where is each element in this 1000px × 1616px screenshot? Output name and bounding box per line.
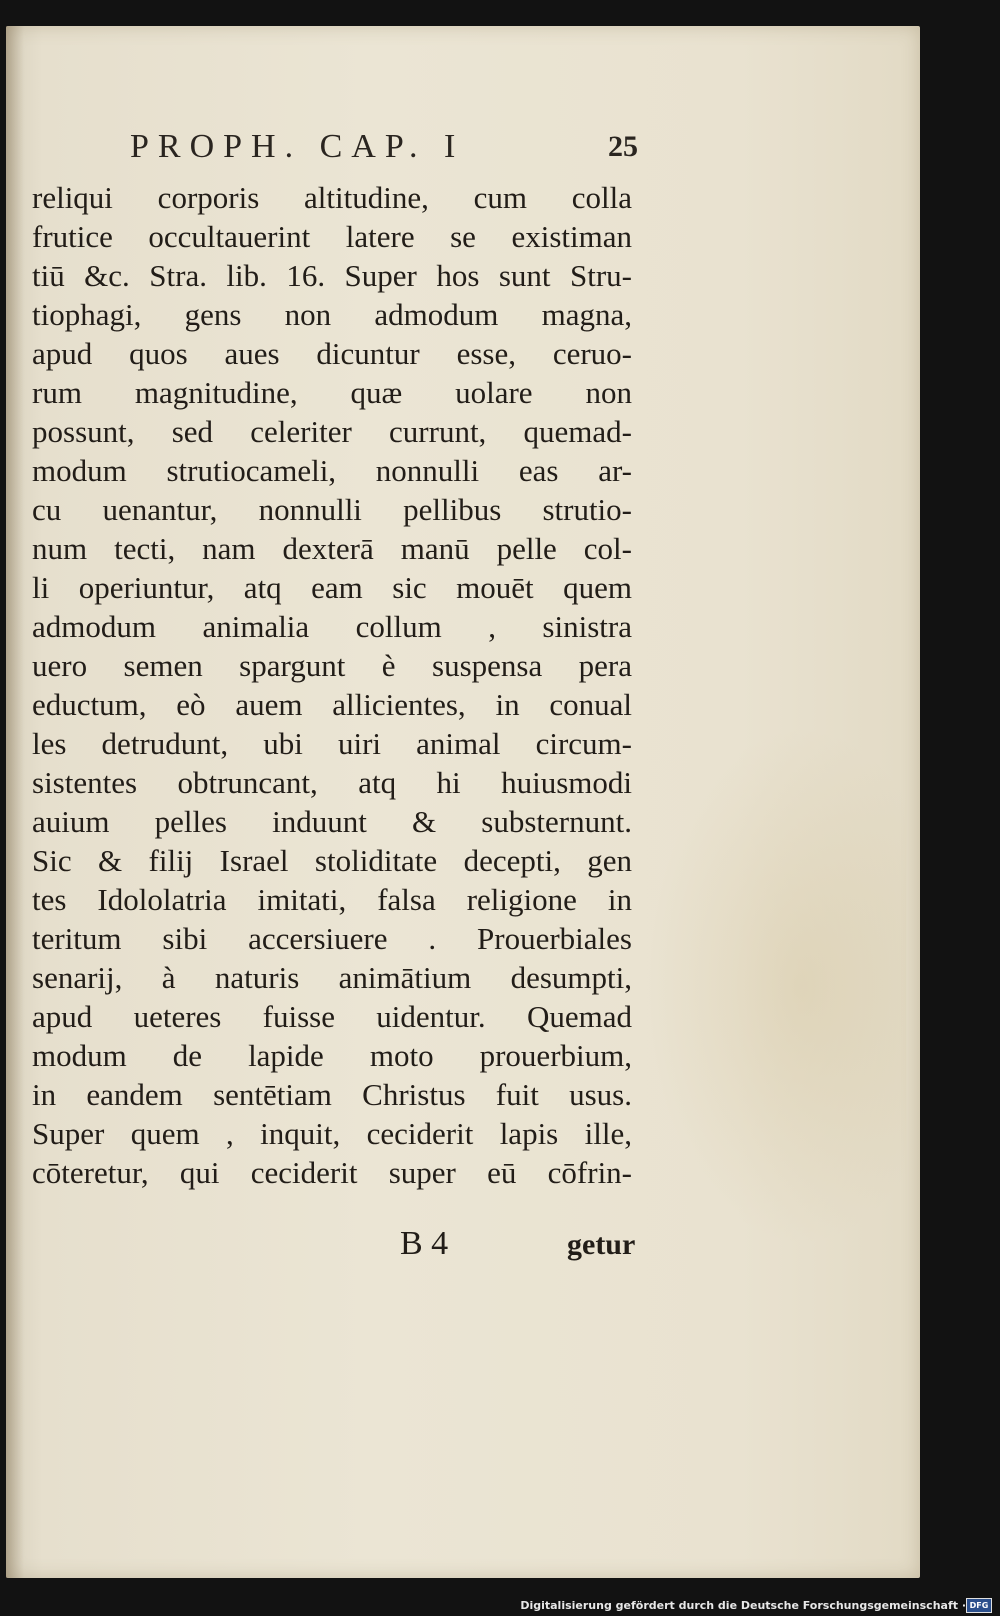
catchword: getur xyxy=(567,1228,636,1261)
text-line: reliqui corporis altitudine, cum colla xyxy=(32,180,632,215)
text-line: auium pelles induunt & substernunt. xyxy=(32,804,632,839)
text-line: admodum animalia collum , sinistra xyxy=(32,609,632,644)
text-line: num tecti, nam dexterā manū pelle col- xyxy=(32,531,632,566)
text-line: tes Idololatria imitati, falsa religione in xyxy=(32,882,632,917)
text-line: tiophagi, gens non admodum magna, xyxy=(32,297,632,332)
text-line: frutice occultauerint latere se existiman xyxy=(32,219,632,254)
text-line: li operiuntur, atq eam sic mouēt quem xyxy=(32,570,632,605)
credit-text: Digitalisierung gefördert durch die Deutsche Forschungsgemeinschaft · xyxy=(520,1598,966,1612)
running-title: PROPH. CAP. I xyxy=(130,128,465,165)
text-line: cu uenantur, nonnulli pellibus strutio- xyxy=(32,492,632,527)
signature-mark: B 4 xyxy=(400,1225,449,1262)
dfg-logo-icon: DFG xyxy=(966,1598,992,1613)
text-line: in eandem sentētiam Christus fuit usus. xyxy=(32,1077,632,1112)
text-line: modum strutiocameli, nonnulli eas ar- xyxy=(32,453,632,488)
body-text xyxy=(32,178,632,1192)
text-line: modum de lapide moto prouerbium, xyxy=(32,1038,632,1073)
text-line: uero semen spargunt è suspensa pera xyxy=(32,648,632,683)
folio-number: 25 xyxy=(608,130,638,163)
text-line: tiū &c. Stra. lib. 16. Super hos sunt Stru- xyxy=(32,258,632,293)
text-line: rum magnitudine, quæ uolare non xyxy=(32,375,632,410)
digitization-credit xyxy=(520,1596,966,1614)
page-edge-shadow xyxy=(6,26,24,1578)
text-line: les detrudunt, ubi uiri animal circum- xyxy=(32,726,632,761)
text-line: cōteretur, qui ceciderit super eū cōfrin- xyxy=(32,1155,632,1190)
text-line: eductum, eò auem allicientes, in conual xyxy=(32,687,632,722)
text-line: sistentes obtruncant, atq hi huiusmodi xyxy=(32,765,632,800)
text-line: Sic & filij Israel stoliditate decepti, gen xyxy=(32,843,632,878)
text-line: apud ueteres fuisse uidentur. Quemad xyxy=(32,999,632,1034)
text-line: Super quem , inquit, ceciderit lapis ille, xyxy=(32,1116,632,1151)
page-stain xyxy=(646,726,906,1246)
text-line: apud quos aues dicuntur esse, ceruo- xyxy=(32,336,632,371)
text-line: senarij, à naturis animātium desumpti, xyxy=(32,960,632,995)
text-line: possunt, sed celeriter currunt, quemad- xyxy=(32,414,632,449)
text-line: teritum sibi accersiuere . Prouerbiales xyxy=(32,921,632,956)
